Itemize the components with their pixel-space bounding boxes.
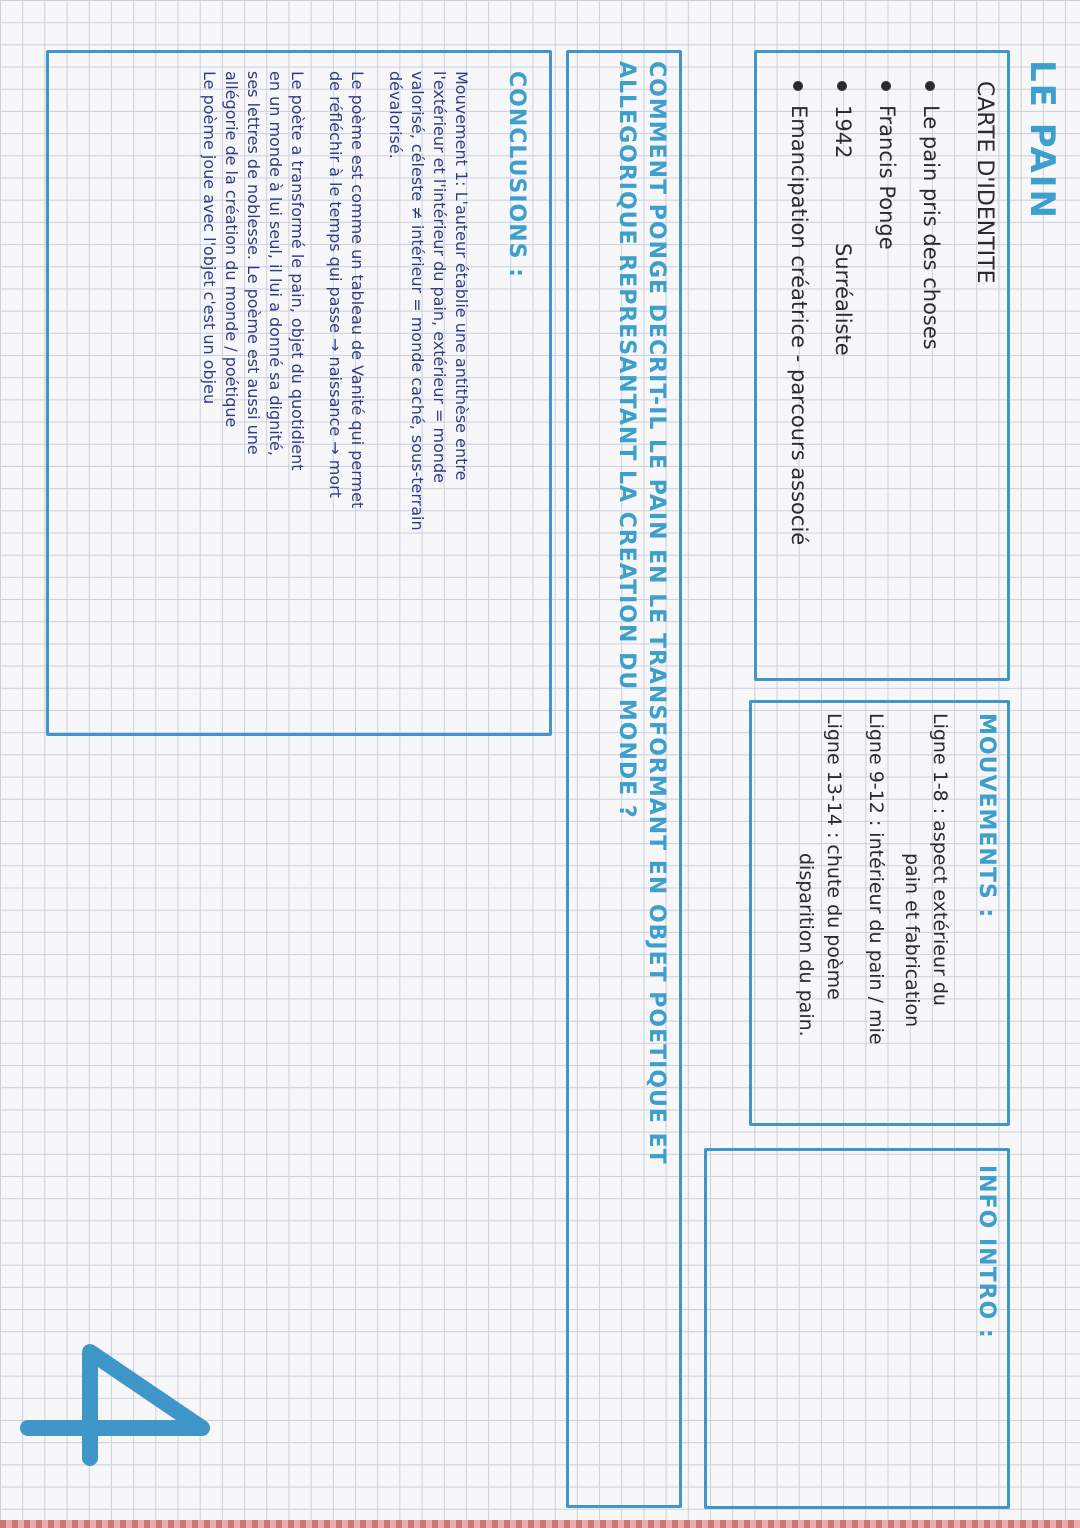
movements-box bbox=[749, 700, 1010, 1126]
question-box bbox=[566, 50, 682, 1508]
conclusions-box bbox=[46, 50, 552, 736]
question-line-2: ALLEGORIQUE REPRESANTANT LA CREATION DU MONDE ? bbox=[614, 61, 639, 819]
movements-title: MOUVEMENTS : bbox=[974, 713, 999, 919]
bullet-icon bbox=[837, 81, 847, 91]
movement-line: disparition du pain. bbox=[795, 853, 817, 1037]
conclusion-line: en un monde à lui seul, il lui a donné sa dignité, bbox=[266, 71, 285, 456]
info-intro-box bbox=[704, 1148, 1010, 1509]
conclusion-line: Le poème joue avec l'objet c'est un objeu bbox=[200, 71, 219, 405]
info-intro-title: INFO INTRO : bbox=[974, 1165, 999, 1339]
conclusion-line: Le poète a transformé le pain, objet du quotidient bbox=[288, 71, 307, 471]
movement-line: Ligne 9-12 : intérieur du pain / mie bbox=[865, 713, 887, 1045]
movement-line: Ligne 13-14 : chute du poème bbox=[823, 713, 845, 1000]
conclusions-title: CONCLUSIONS : bbox=[504, 71, 529, 278]
conclusion-line: Le poème est comme un tableau de Vanité qui permet bbox=[348, 71, 367, 509]
identity-item: Emancipation créatrice - parcours associé bbox=[787, 81, 811, 545]
conclusion-line: ses lettres de noblesse. Le poème est aussi une bbox=[244, 71, 263, 455]
identity-movement: Surréaliste bbox=[831, 243, 855, 356]
identity-card-box bbox=[754, 50, 1010, 681]
page-title: LE PAIN bbox=[1022, 60, 1062, 220]
conclusion-line: dévalorisé. bbox=[386, 71, 405, 159]
identity-item: 1942 bbox=[831, 81, 855, 158]
identity-item: Le pain pris des choses bbox=[919, 81, 943, 350]
conclusion-line: allégorie de la création du monde / poétique bbox=[222, 71, 241, 428]
bullet-icon bbox=[881, 81, 891, 91]
bullet-icon bbox=[793, 81, 803, 91]
conclusion-line: Mouvement 1: L'auteur établie une antithèse entre bbox=[452, 71, 471, 481]
identity-card-title: CARTE D'IDENTITE bbox=[972, 81, 997, 284]
conclusion-line: valorisé, céleste ≠ intérieur = monde caché, sous-terrain bbox=[408, 71, 427, 531]
page-number-4 bbox=[20, 1340, 210, 1480]
identity-item: Francis Ponge bbox=[875, 81, 899, 250]
bullet-icon bbox=[925, 81, 935, 91]
conclusion-line: de réfléchir à le temps qui passe → naissance → mort bbox=[326, 71, 345, 499]
conclusion-line: l'extérieur et l'intérieur du pain, extérieur = monde bbox=[430, 71, 449, 484]
movement-line: Ligne 1-8 : aspect extérieur du bbox=[929, 713, 951, 1006]
question-line-1: COMMENT PONGE DECRIT-IL LE PAIN EN LE TRANSFORMANT EN OBJET POETIQUE ET bbox=[644, 61, 669, 1165]
movement-line: pain et fabrication bbox=[901, 853, 923, 1028]
